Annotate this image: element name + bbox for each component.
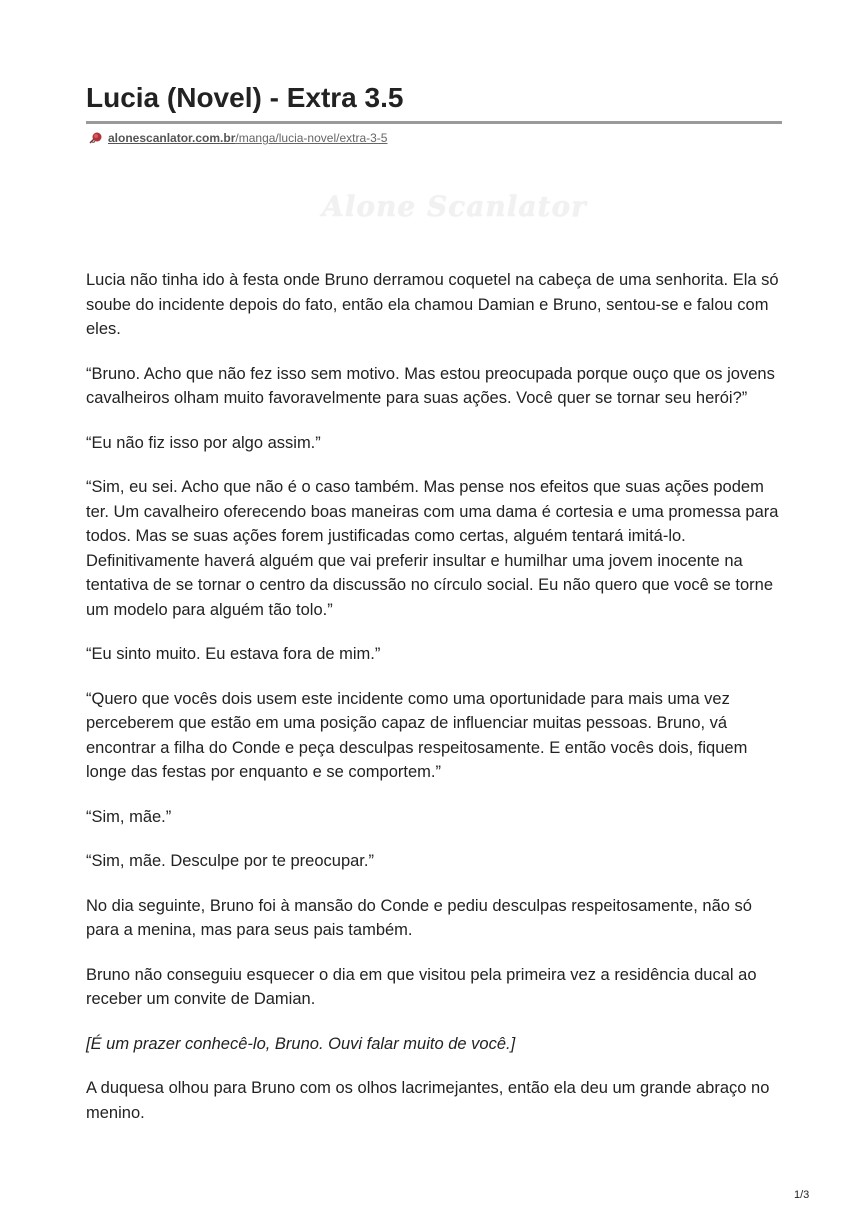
article-body <box>86 268 786 1145</box>
source-path[interactable]: /manga/lucia-novel/extra-3-5 <box>235 131 388 145</box>
paragraph: “Sim, mãe. Desculpe por te preocupar.” <box>86 852 374 870</box>
page-number: 1/3 <box>794 1189 810 1201</box>
paragraph: No dia seguinte, Bruno foi à mansão do Conde e pediu desculpas respeitosamente, não só para a menina, mas para seus pais também. <box>86 896 752 939</box>
paragraph-italic: [É um prazer conhecê-lo, Bruno. Ouvi falar muito de você.] <box>86 1034 516 1053</box>
paragraph: Lucia não tinha ido à festa onde Bruno derramou coquetel na cabeça de uma senhorita. Ela só soube do incidente depois do fato, então ela chamou Damian e Bruno, sentou-se e falou com eles. <box>86 271 779 338</box>
paragraph: “Eu não fiz isso por algo assim.” <box>86 433 321 452</box>
paragraph: A duquesa olhou para Bruno com os olhos lacrimejantes, então ela deu um grande abraço no menino. <box>86 1079 770 1122</box>
paragraph: “Sim, mãe.” <box>86 807 172 826</box>
paragraph: “Eu sinto muito. Eu estava fora de mim.” <box>86 645 381 663</box>
rose-favicon-icon <box>88 131 104 145</box>
source-link[interactable] <box>88 130 387 146</box>
paragraph: “Sim, eu sei. Acho que não é o caso também. Mas pense nos efeitos que suas ações podem ter. Um cavalheiro oferecendo boas maneiras com uma dama é cortesia e uma promessa para todos. Mas se suas ações forem justificadas como certas, alguém tentará imitá-lo. Definitivamente haverá alguém que vai preferir insultar e humilhar uma jovem inocente na tentativa de se tornar o centro da discussão no círculo social. Eu não quero que você se torne um modelo para alguém tão tolo.” <box>86 478 779 619</box>
paragraph: Bruno não conseguiu esquecer o dia em que visitou pela primeira vez a residência ducal ao receber um convite de Damian. <box>86 965 757 1008</box>
page-title: Lucia (Novel) - Extra 3.5 <box>86 82 404 113</box>
source-domain[interactable]: alonescanlator.com.br <box>108 131 236 145</box>
paragraph: “Bruno. Acho que não fez isso sem motivo. Mas estou preocupada porque ouço que os jovens cavalheiros olham muito favoravelmente para suas ações. Você quer se tornar seu herói?” <box>86 364 775 407</box>
watermark-logo: Alone Scanlator <box>322 190 587 223</box>
title-divider <box>86 121 782 124</box>
paragraph: “Quero que vocês dois usem este incidente como uma oportunidade para mais uma vez perceberem que estão em uma posição capaz de influenciar muitas pessoas. Bruno, vá encontrar a filha do Conde e peça desculpas respeitosamente. E então vocês dois, fiquem longe das festas por enquanto e se comportem.” <box>86 689 748 781</box>
